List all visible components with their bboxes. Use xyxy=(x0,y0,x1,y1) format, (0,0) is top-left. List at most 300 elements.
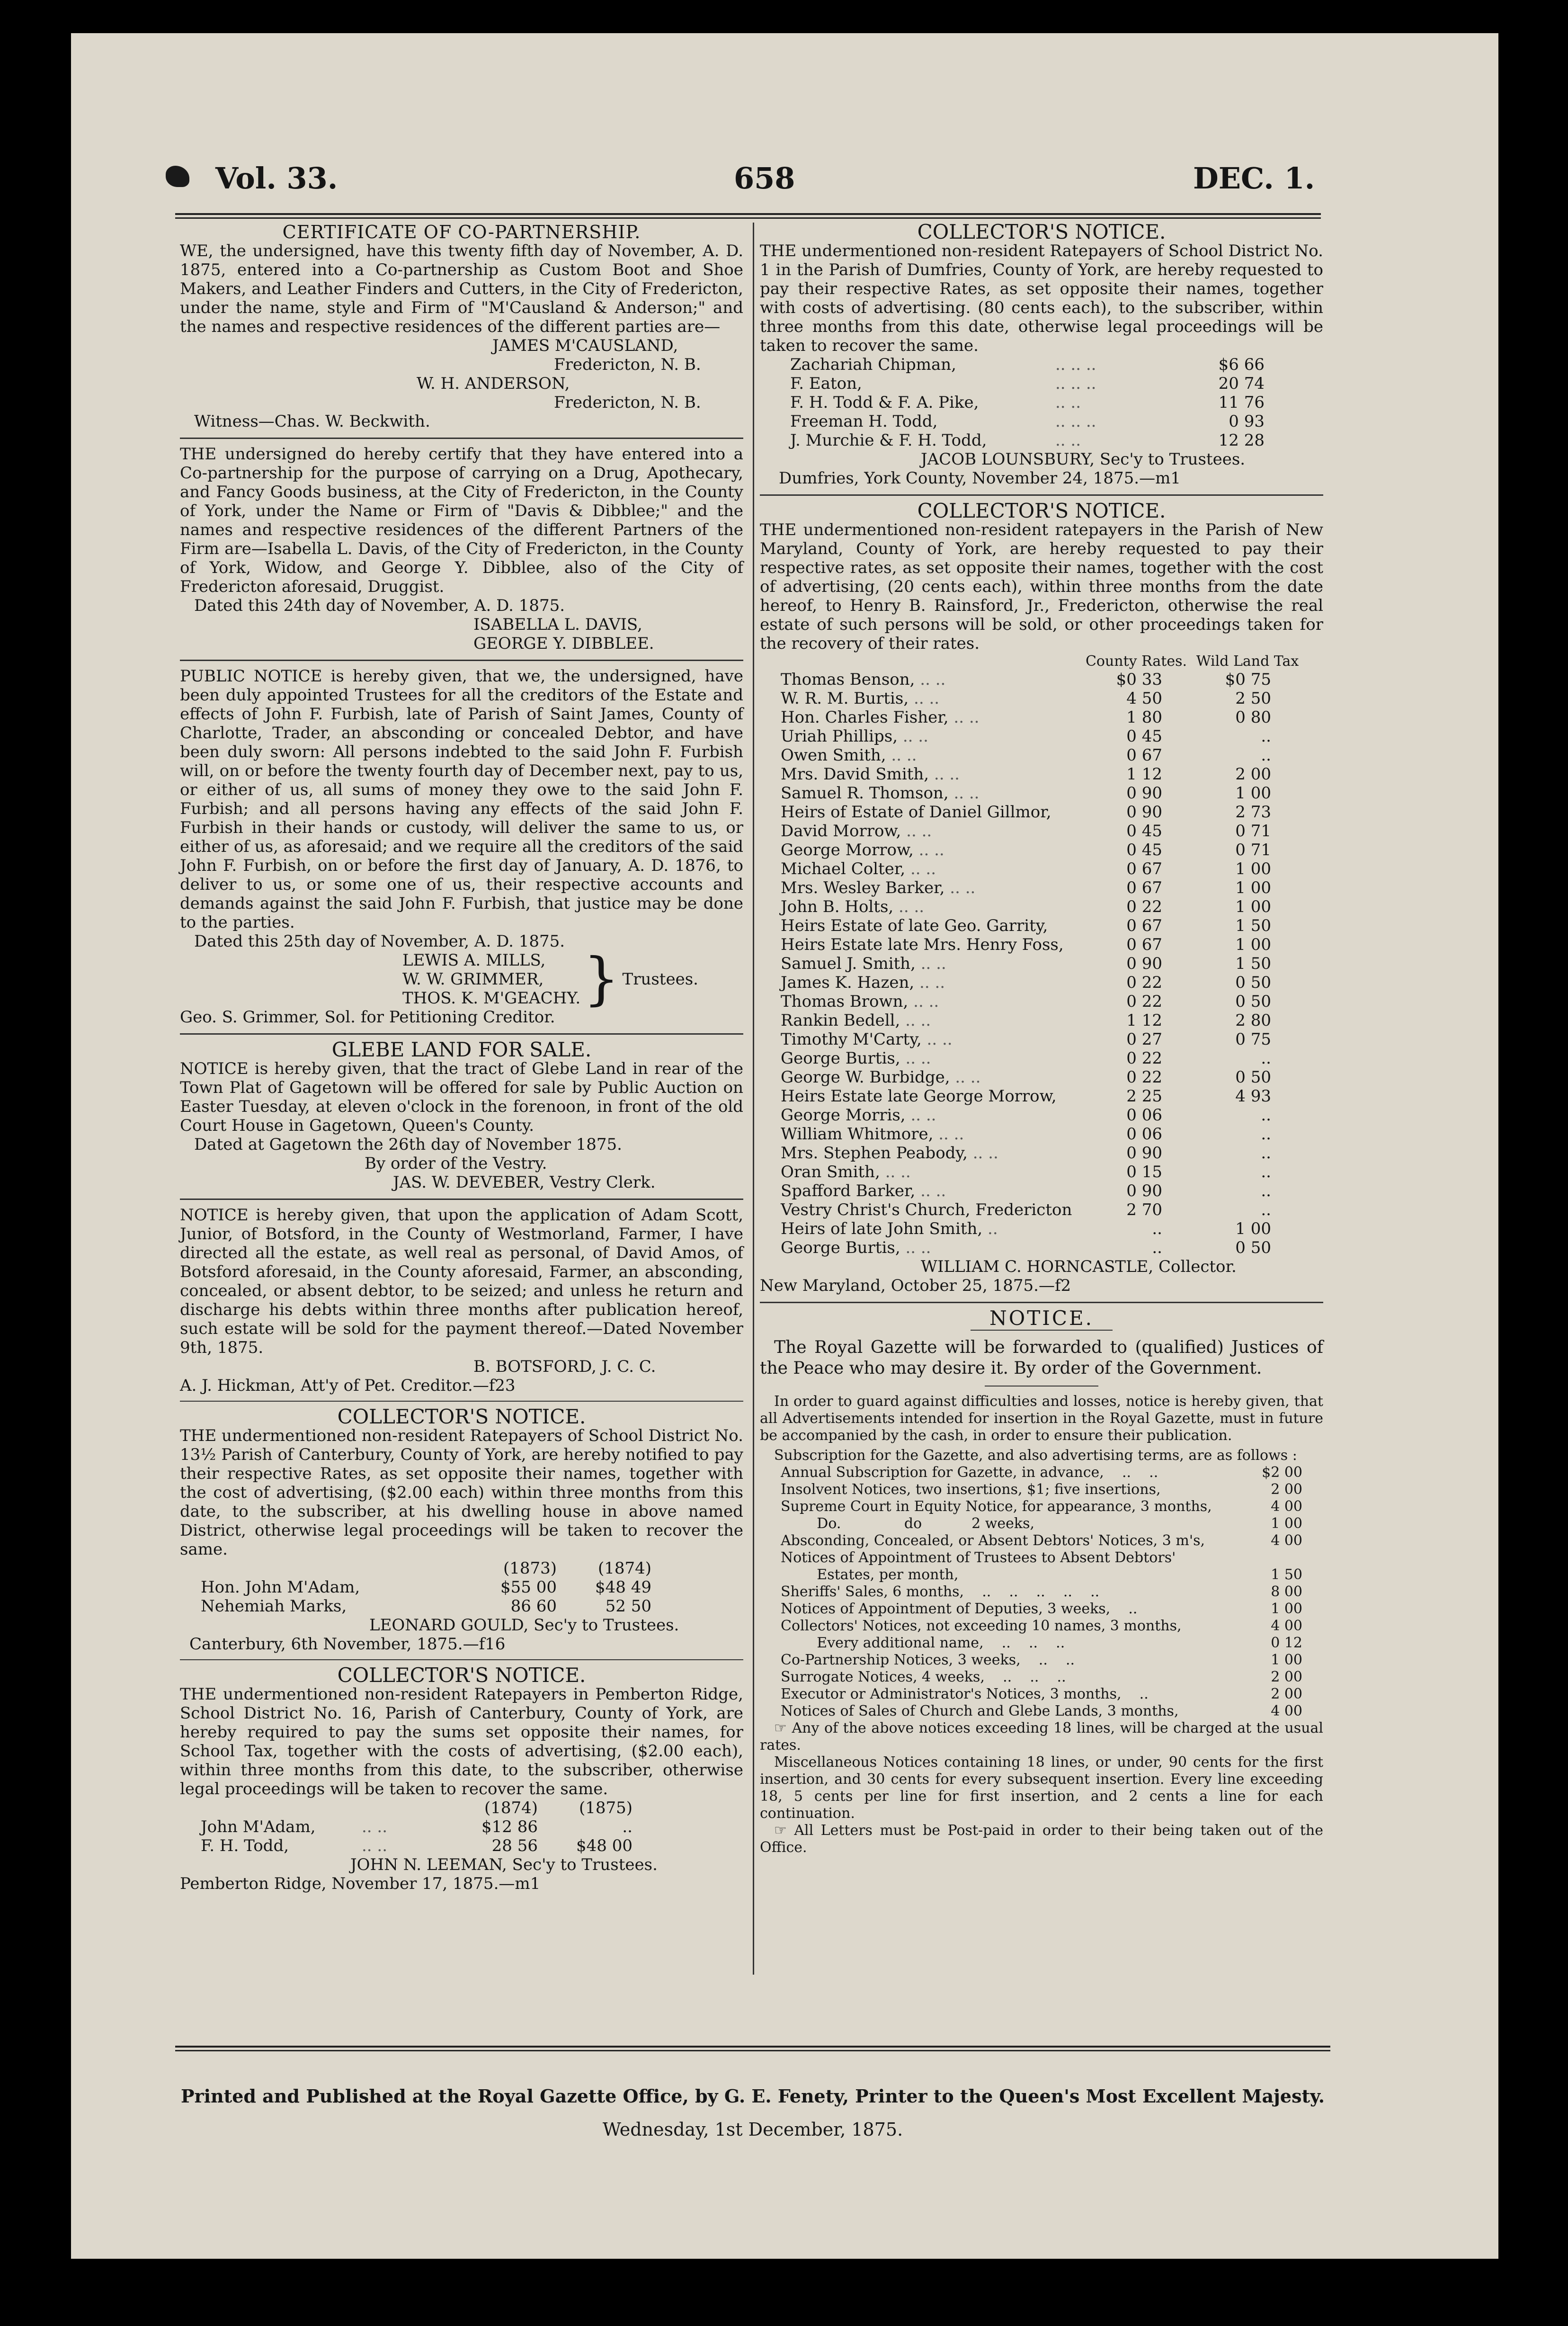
cert-sig1-place: Fredericton, N. B. xyxy=(554,355,701,374)
rate-amount: 2 00 xyxy=(1271,1686,1302,1702)
rates-table xyxy=(779,1464,1304,1720)
leader-dots: .. .. .. xyxy=(1055,412,1096,431)
davis-dibblee-notice xyxy=(180,445,743,653)
rate-amount: 0 12 xyxy=(1271,1635,1302,1651)
separator xyxy=(180,1199,743,1200)
glebe-dated: Dated at Gagetown the 26th day of November 1875. xyxy=(194,1135,622,1154)
table-row xyxy=(779,916,1304,935)
ratepayer-name: John M'Adam, xyxy=(201,1817,316,1836)
table-row xyxy=(199,1597,653,1616)
rate-label: Sheriffs' Sales, 6 months, .. .. .. .. .. xyxy=(781,1583,1100,1600)
table-row xyxy=(779,1464,1304,1481)
rate-value: 11 76 xyxy=(1218,393,1265,412)
county-rate: 0 22 xyxy=(1126,992,1162,1011)
table-row xyxy=(788,355,1266,374)
column-header: (1873) xyxy=(503,1559,557,1578)
trustee-name: THOS. K. M'GEACHY. xyxy=(402,989,581,1008)
table-row xyxy=(779,1618,1304,1635)
davis-body: THE undersigned do hereby certify that they have entered into a Co-partnership for the purpose of carrying on a Drug, Apothecary, and Fancy Goods business, at the City of Fredericton, in the County of York, under the Name or Firm of "Davis & Dibblee;" and the names and respective residences of the different Partners of the Firm are—Isabella L. Davis, of the City of Fredericton, in the County of York, Widow, and George Y. Dibblee, also of the City of Fredericton aforesaid, Druggist. xyxy=(180,445,743,596)
wild-land-tax: .. xyxy=(1261,1200,1271,1219)
table-row xyxy=(788,374,1266,393)
dumfries-dated: Dumfries, York County, November 24, 1875.—m1 xyxy=(779,469,1181,488)
county-rate: 0 45 xyxy=(1126,727,1162,746)
davis-sig2: GEORGE Y. DIBBLEE. xyxy=(473,634,654,653)
county-rate: .. xyxy=(1152,1238,1162,1257)
pemberton-title: COLLECTOR'S NOTICE. xyxy=(337,1664,586,1687)
cert-title: CERTIFICATE OF CO-PARTNERSHIP. xyxy=(282,222,641,242)
public-dated: Dated this 25th day of November, A. D. 1875. xyxy=(194,932,565,951)
ratepayer-name: Heirs of late John Smith, .. xyxy=(781,1219,998,1238)
wild-land-tax: 0 50 xyxy=(1235,1238,1271,1257)
glebe-order: By order of the Vestry. xyxy=(365,1154,547,1173)
footer-date: Wednesday, 1st December, 1875. xyxy=(602,2119,903,2140)
column-header: (1875) xyxy=(579,1798,633,1817)
volume-label: Vol. 33. xyxy=(215,161,338,196)
nm-body: THE undermentioned non-resident ratepayers in the Parish of New Maryland, County of York, are hereby requested to pay their respective rates, as set opposite their names, together with the cost of advertising, (20 cents each), within three months from the date hereof, to Henry B. Rainsford, Jr., Fredericton, otherwise the real estate of such persons will be sold, or other proceedings taken for the recovery of their rates. xyxy=(760,520,1323,653)
notice-letters: ☞ All Letters must be Post-paid in order to their being taken out of the Office. xyxy=(760,1822,1323,1856)
wild-land-tax: .. xyxy=(1261,1163,1271,1181)
wild-land-tax: 1 50 xyxy=(1235,954,1271,973)
county-rate: 0 22 xyxy=(1126,1049,1162,1068)
ratepayer-name: Heirs of Estate of Daniel Gillmor, xyxy=(781,803,1051,822)
separator xyxy=(180,1033,743,1035)
rate-value: 86 60 xyxy=(510,1597,557,1616)
table-row xyxy=(779,992,1304,1011)
issue-date: DEC. 1. xyxy=(1193,161,1315,196)
ratepayer-name: F. H. Todd & F. A. Pike, xyxy=(790,393,979,412)
county-rate: 0 06 xyxy=(1126,1106,1162,1125)
ratepayer-name: George Morrow, .. .. xyxy=(781,841,944,859)
rate-value: .. xyxy=(622,1817,633,1836)
table-row xyxy=(779,1686,1304,1703)
wild-land-tax: 0 71 xyxy=(1235,841,1271,859)
nm-signature: WILLIAM C. HORNCASTLE, Collector. xyxy=(921,1257,1237,1276)
table-row xyxy=(779,822,1304,841)
scott-signature: B. BOTSFORD, J. C. C. xyxy=(473,1357,656,1376)
pemberton-body: THE undermentioned non-resident Ratepayers in Pemberton Ridge, School District No. 16, Parish of Canterbury, County of York, are hereby required to pay the sums set opposite their names, for School Tax, together with the costs of advertising, ($2.00 each), within three months from this date, to the subscriber, otherwise legal proceedings will be taken to recover the same. xyxy=(180,1685,743,1798)
leader-dots: .. .. xyxy=(362,1836,388,1855)
table-row xyxy=(779,1068,1304,1087)
rate-value: 28 56 xyxy=(491,1836,538,1855)
table-row xyxy=(779,1238,1304,1257)
ratepayer-name: Mrs. David Smith, .. .. xyxy=(781,765,960,784)
ratepayer-name: Thomas Brown, .. .. xyxy=(781,992,939,1011)
table-row xyxy=(779,1669,1304,1686)
ratepayer-name: Uriah Phillips, .. .. xyxy=(781,727,928,746)
county-rate: 1 12 xyxy=(1126,765,1162,784)
table-row xyxy=(779,1200,1304,1219)
table-row xyxy=(779,1635,1304,1652)
table-row xyxy=(779,1125,1304,1144)
footer-printed: Printed and Published at the Royal Gazette Office, by G. E. Fenety, Printer to the Queen's Most Excellent Majesty. xyxy=(180,2085,1325,2107)
public-body: PUBLIC NOTICE is hereby given, that we, the undersigned, have been duly appointed Trustees for all the creditors of the Estate and effects of John F. Furbish, late of Parish of Saint James, County of Charlotte, Trader, an absconding or concealed Debtor, and have been duly sworn: All persons indebted to the said John F. Furbish will, on or before the twenty fourth day of December next, pay to us, or either of us, all sums of money they owe to the said John F. Furbish; and all persons having any effects of the said John F. Furbish in their hands or custody, will deliver the same to us, or either of us, as aforesaid; and we require all the creditors of the said John F. Furbish, on or before the first day of January, A. D. 1876, to deliver to us, or some one of us, their respective accounts and demands against the said John F. Furbish, that justice may be done to the parties. xyxy=(180,667,743,932)
wild-land-tax: 2 80 xyxy=(1235,1011,1271,1030)
table-row xyxy=(779,670,1304,689)
ratepayer-name: David Morrow, .. .. xyxy=(781,822,932,841)
ratepayer-name: Spafford Barker, .. .. xyxy=(781,1181,946,1200)
ratepayer-name: Mrs. Stephen Peabody, .. .. xyxy=(781,1144,998,1163)
table-row xyxy=(199,1817,634,1836)
wild-land-tax: .. xyxy=(1261,1049,1271,1068)
wild-land-tax: .. xyxy=(1261,1181,1271,1200)
separator xyxy=(971,1330,1113,1331)
rate-amount: 1 00 xyxy=(1271,1601,1302,1617)
page-number: 658 xyxy=(734,161,795,196)
notice-title: NOTICE. xyxy=(989,1306,1094,1330)
county-rate: 0 90 xyxy=(1126,1144,1162,1163)
pemberton-dated: Pemberton Ridge, November 17, 1875.—m1 xyxy=(180,1874,541,1893)
cert-sig2-name: W. H. ANDERSON, xyxy=(417,374,570,393)
dumfries-body: THE undermentioned non-resident Ratepayers of School District No. 1 in the Parish of Dumfries, County of York, are hereby requested to pay their respective Rates, as set opposite their names, together with costs of advertising. (80 cents each), to the subscriber, within three months from this date, otherwise legal proceedings will be taken to recover the same. xyxy=(760,242,1323,355)
ratepayer-name: Zachariah Chipman, xyxy=(790,355,956,374)
notice-gazette: The Royal Gazette will be forwarded to (qualified) Justices of the Peace who may desire it. By order of the Government. xyxy=(760,1338,1323,1378)
canterbury-collector-notice xyxy=(180,1407,743,1654)
county-rate: 0 27 xyxy=(1126,1030,1162,1049)
scott-attorney: A. J. Hickman, Att'y of Pet. Creditor.—f23 xyxy=(180,1376,516,1395)
nm-title: COLLECTOR'S NOTICE. xyxy=(917,499,1166,522)
table-row xyxy=(779,1515,1304,1532)
rate-amount xyxy=(1243,1549,1304,1566)
wild-land-tax: 0 75 xyxy=(1235,1030,1271,1049)
county-rate: 4 50 xyxy=(1126,689,1162,708)
furbish-public-notice xyxy=(180,667,743,1027)
column-divider xyxy=(753,223,754,1975)
rate-amount: 2 00 xyxy=(1271,1669,1302,1685)
table-row xyxy=(779,1181,1304,1200)
separator xyxy=(985,1386,1098,1387)
leader-dots: .. .. .. xyxy=(1055,355,1096,374)
cert-sig2-place: Fredericton, N. B. xyxy=(554,393,701,412)
county-rate: 0 67 xyxy=(1126,746,1162,765)
ratepayer-name: William Whitmore, .. .. xyxy=(781,1125,964,1144)
new-maryland-collector-notice xyxy=(760,501,1323,1295)
table-row xyxy=(779,1106,1304,1125)
table-row xyxy=(779,1011,1304,1030)
ratepayer-name: George Burtis, .. .. xyxy=(781,1049,931,1068)
canterbury-title: COLLECTOR'S NOTICE. xyxy=(337,1405,586,1428)
table-row xyxy=(779,935,1304,954)
table-row xyxy=(779,1163,1304,1181)
canterbury-dated: Canterbury, 6th November, 1875.—f16 xyxy=(189,1635,506,1654)
table-row xyxy=(779,1030,1304,1049)
ratepayer-name: Freeman H. Todd, xyxy=(790,412,938,431)
ratepayer-name: George W. Burbidge, .. .. xyxy=(781,1068,981,1087)
table-row xyxy=(779,1601,1304,1618)
copartnership-certificate xyxy=(180,223,743,431)
county-rate: 0 15 xyxy=(1126,1163,1162,1181)
rate-label: Co-Partnership Notices, 3 weeks, .. .. xyxy=(781,1652,1075,1668)
rate-amount: $2 00 xyxy=(1262,1464,1302,1481)
cert-sig1-name: JAMES M'CAUSLAND, xyxy=(492,336,678,355)
rate-value: $6 66 xyxy=(1218,355,1265,374)
wild-land-tax: 0 50 xyxy=(1235,992,1271,1011)
cert-witness: Witness—Chas. W. Beckwith. xyxy=(194,412,430,431)
leader-dots: .. .. xyxy=(362,1817,388,1836)
wild-land-tax: 0 50 xyxy=(1235,1068,1271,1087)
separator xyxy=(760,1302,1323,1303)
table-row xyxy=(788,393,1266,412)
wild-land-tax: 1 00 xyxy=(1235,935,1271,954)
separator xyxy=(180,438,743,439)
wild-land-tax: 1 00 xyxy=(1235,1219,1271,1238)
rate-label: Notices of Appointment of Deputies, 3 weeks, .. xyxy=(781,1601,1138,1617)
wild-land-tax: 0 71 xyxy=(1235,822,1271,841)
rate-value: 52 50 xyxy=(605,1597,651,1616)
rate-amount: 4 00 xyxy=(1271,1703,1302,1719)
dumfries-signature: JACOB LOUNSBURY, Sec'y to Trustees. xyxy=(921,450,1246,469)
canterbury-table xyxy=(199,1559,653,1616)
davis-dated: Dated this 24th day of November, A. D. 1875. xyxy=(194,596,565,615)
rate-value: $48 00 xyxy=(576,1836,633,1855)
ratepayer-name: George Morris, .. .. xyxy=(781,1106,936,1125)
pemberton-signature: JOHN N. LEEMAN, Sec'y to Trustees. xyxy=(350,1855,658,1874)
county-rate: 1 80 xyxy=(1126,708,1162,727)
column-header: Wild Land Tax xyxy=(1196,653,1299,670)
rate-value: $55 00 xyxy=(500,1578,557,1597)
dumfries-title: COLLECTOR'S NOTICE. xyxy=(917,220,1166,243)
county-rate: 0 90 xyxy=(1126,1181,1162,1200)
rate-label: Annual Subscription for Gazette, in advance, .. .. xyxy=(781,1464,1158,1481)
separator xyxy=(180,1659,743,1660)
table-row xyxy=(779,954,1304,973)
ratepayer-name: Nehemiah Marks, xyxy=(201,1597,347,1616)
nm-table xyxy=(779,653,1304,1257)
rate-label: Executor or Administrator's Notices, 3 months, .. xyxy=(781,1686,1149,1702)
table-row xyxy=(779,746,1304,765)
scott-amos-notice xyxy=(180,1206,743,1395)
ratepayer-name: Hon. John M'Adam, xyxy=(201,1578,360,1597)
table-row xyxy=(779,803,1304,822)
ratepayer-name: F. Eaton, xyxy=(790,374,862,393)
column-header: County Rates. xyxy=(1085,653,1187,670)
ratepayer-name: Mrs. Wesley Barker, .. .. xyxy=(781,878,976,897)
county-rate: .. xyxy=(1152,1219,1162,1238)
canterbury-body: THE undermentioned non-resident Ratepayers of School District No. 13½ Parish of Canterbury, County of York, are hereby notified to pay their respective Rates, as set opposite their names, together with the cost of advertising, ($2.00 each) within three months from this date, to the subscriber, at his dwelling house in above named District, otherwise legal proceedings will be taken to recover the same. xyxy=(180,1426,743,1559)
leader-dots: .. .. .. xyxy=(1055,374,1096,393)
rate-value: 20 74 xyxy=(1218,374,1265,393)
county-rate: $0 33 xyxy=(1116,670,1162,689)
wild-land-tax: 0 80 xyxy=(1235,708,1271,727)
table-header xyxy=(199,1559,653,1578)
rate-amount: 1 00 xyxy=(1271,1515,1302,1532)
table-row xyxy=(779,1703,1304,1720)
ratepayer-name: Rankin Bedell, .. .. xyxy=(781,1011,931,1030)
county-rate: 0 90 xyxy=(1126,784,1162,803)
pemberton-collector-notice xyxy=(180,1666,743,1893)
rate-amount: 4 00 xyxy=(1271,1618,1302,1634)
county-rate: 0 67 xyxy=(1126,878,1162,897)
ratepayer-name: W. R. M. Burtis, .. .. xyxy=(781,689,940,708)
ratepayer-name: Heirs Estate of late Geo. Garrity, xyxy=(781,916,1048,935)
table-row xyxy=(199,1836,634,1855)
column-header: (1874) xyxy=(484,1798,538,1817)
leader-dots: .. .. xyxy=(1055,431,1081,450)
glebe-signature: JAS. W. DEVEBER, Vestry Clerk. xyxy=(393,1173,656,1192)
scott-body: NOTICE is hereby given, that upon the application of Adam Scott, Junior, of Botsford, in the County of Westmorland, Farmer, I have directed all the estate, as well real as personal, of David Amos, of Botsford aforesaid, in the County aforesaid, Farmer, an absconding, concealed, or absent debtor, to be seized; and unless he return and discharge his debts within three months after publication hereof, such estate will be sold for the payment thereof.—Dated November 9th, 1875. xyxy=(180,1206,743,1357)
wild-land-tax: 1 50 xyxy=(1235,916,1271,935)
left-column xyxy=(180,223,743,1893)
glebe-body: NOTICE is hereby given, that the tract of Glebe Land in rear of the Town Plat of Gagetown will be offered for sale by Public Auction on Easter Tuesday, at eleven o'clock in the forenoon, in front of the old Court House in Gagetown, Queen's County. xyxy=(180,1059,743,1135)
rate-amount: 1 00 xyxy=(1271,1652,1302,1668)
wild-land-tax: .. xyxy=(1261,746,1271,765)
rate-value: 0 93 xyxy=(1229,412,1265,431)
table-row xyxy=(779,841,1304,859)
cert-body: WE, the undersigned, have this twenty fifth day of November, A. D. 1875, entered into a Co-partnership as Custom Boot and Shoe Makers, and Leather Finders and Cutters, in the City of Fredericton, under the name, style and Firm of "M'Causland & Anderson;" and the names and respective residences of the different parties are— xyxy=(180,242,743,336)
county-rate: 2 25 xyxy=(1126,1087,1162,1106)
table-row xyxy=(779,1652,1304,1669)
trustee-name: LEWIS A. MILLS, xyxy=(402,951,546,970)
rate-label: Every additional name, .. .. .. xyxy=(781,1635,1065,1651)
wild-land-tax: .. xyxy=(1261,727,1271,746)
wild-land-tax: $0 75 xyxy=(1225,670,1271,689)
notice-misc: Miscellaneous Notices containing 18 lines, or under, 90 cents for the first insertion, and 30 cents for every subsequent insertion. Every line exceeding 18, 5 cents per line for first insertion, and 2 cents a line for each continuation. xyxy=(760,1754,1323,1822)
rate-label: Do. do 2 weeks, xyxy=(781,1515,1035,1532)
county-rate: 2 70 xyxy=(1126,1200,1162,1219)
trustees-label: Trustees. xyxy=(622,970,698,989)
ratepayer-name: Heirs Estate late George Morrow, xyxy=(781,1087,1057,1106)
footer-rule xyxy=(175,2046,1330,2051)
table-row xyxy=(779,973,1304,992)
county-rate: 0 22 xyxy=(1126,897,1162,916)
table-row xyxy=(779,1219,1304,1238)
rate-label: Supreme Court in Equity Notice, for appearance, 3 months, xyxy=(781,1498,1212,1515)
table-row xyxy=(779,689,1304,708)
rate-amount: 2 00 xyxy=(1271,1481,1302,1498)
pemberton-table xyxy=(199,1798,634,1855)
table-row xyxy=(779,1566,1304,1583)
rate-label: Insolvent Notices, two insertions, $1; five insertions, xyxy=(781,1481,1161,1498)
public-solicitor: Geo. S. Grimmer, Sol. for Petitioning Creditor. xyxy=(180,1008,555,1027)
column-header: (1874) xyxy=(597,1559,651,1578)
table-header xyxy=(779,653,1304,670)
wild-land-tax: 1 00 xyxy=(1235,878,1271,897)
table-row xyxy=(779,1087,1304,1106)
table-header xyxy=(199,1798,634,1817)
wild-land-tax: 1 00 xyxy=(1235,859,1271,878)
notice-guard: In order to guard against difficulties and losses, notice is hereby given, that all Advertisements intended for insertion in the Royal Gazette, must in future be accompanied by the cash, in order to ensure their publication. xyxy=(760,1393,1323,1444)
trustee-name: W. W. GRIMMER, xyxy=(402,970,544,989)
wild-land-tax: 0 50 xyxy=(1235,973,1271,992)
wild-land-tax: 2 00 xyxy=(1235,765,1271,784)
county-rate: 0 67 xyxy=(1126,859,1162,878)
ratepayer-name: James K. Hazen, .. .. xyxy=(781,973,945,992)
wild-land-tax: .. xyxy=(1261,1144,1271,1163)
nm-dated: New Maryland, October 25, 1875.—f2 xyxy=(760,1276,1071,1295)
table-row xyxy=(779,1498,1304,1515)
county-rate: 0 67 xyxy=(1126,916,1162,935)
rate-label: Collectors' Notices, not exceeding 10 names, 3 months, xyxy=(781,1618,1182,1634)
rate-label: Estates, per month, xyxy=(781,1566,959,1583)
table-row xyxy=(788,431,1266,450)
leader-dots: .. .. xyxy=(1055,393,1081,412)
table-row xyxy=(779,1049,1304,1068)
rate-label: Absconding, Concealed, or Absent Debtors' Notices, 3 m's, xyxy=(781,1532,1205,1549)
table-row xyxy=(779,765,1304,784)
table-row xyxy=(779,1549,1304,1566)
table-row xyxy=(779,1583,1304,1601)
wild-land-tax: 2 50 xyxy=(1235,689,1271,708)
ratepayer-name: Oran Smith, .. .. xyxy=(781,1163,911,1181)
ratepayer-name: Timothy M'Carty, .. .. xyxy=(781,1030,953,1049)
rate-label: Surrogate Notices, 4 weeks, .. .. .. xyxy=(781,1669,1066,1685)
table-row xyxy=(779,1481,1304,1498)
glebe-title: GLEBE LAND FOR SALE. xyxy=(331,1038,592,1061)
separator xyxy=(180,1401,743,1402)
header-rule xyxy=(175,213,1321,219)
county-rate: 0 90 xyxy=(1126,954,1162,973)
table-row xyxy=(779,1532,1304,1549)
table-row xyxy=(779,1144,1304,1163)
ratepayer-name: George Burtis, .. .. xyxy=(781,1238,931,1257)
ratepayer-name: Samuel J. Smith, .. .. xyxy=(781,954,946,973)
notice-extra: ☞ Any of the above notices exceeding 18 lines, will be charged at the usual rates. xyxy=(760,1720,1323,1753)
rate-amount: 8 00 xyxy=(1271,1583,1302,1600)
separator xyxy=(180,660,743,661)
county-rate: 0 45 xyxy=(1126,822,1162,841)
county-rate: 0 45 xyxy=(1126,841,1162,859)
wild-land-tax: 1 00 xyxy=(1235,784,1271,803)
gazette-notice xyxy=(760,1306,1323,1856)
ratepayer-name: Michael Colter, .. .. xyxy=(781,859,936,878)
ratepayer-name: Thomas Benson, .. .. xyxy=(781,670,946,689)
table-row xyxy=(199,1578,653,1597)
rate-amount: 4 00 xyxy=(1271,1532,1302,1549)
ratepayer-name: Hon. Charles Fisher, .. .. xyxy=(781,708,980,727)
dumfries-table xyxy=(788,355,1266,450)
ratepayer-name: John B. Holts, .. .. xyxy=(781,897,925,916)
rate-value: $48 49 xyxy=(595,1578,651,1597)
wild-land-tax: .. xyxy=(1261,1125,1271,1144)
brace-icon: } xyxy=(583,946,620,1012)
rate-value: 12 28 xyxy=(1218,431,1265,450)
glebe-land-notice xyxy=(180,1040,743,1192)
wild-land-tax: 4 93 xyxy=(1235,1087,1271,1106)
trustees-block xyxy=(180,946,743,1012)
rate-label: Notices of Appointment of Trustees to Absent Debtors' xyxy=(781,1549,1176,1566)
rate-label: Notices of Sales of Church and Glebe Lands, 3 months, xyxy=(781,1703,1179,1719)
rate-amount: 1 50 xyxy=(1271,1566,1302,1583)
county-rate: 0 67 xyxy=(1126,935,1162,954)
ratepayer-name: Samuel R. Thomson, .. .. xyxy=(781,784,980,803)
ratepayer-name: Heirs Estate late Mrs. Henry Foss, xyxy=(781,935,1064,954)
rate-amount: 4 00 xyxy=(1271,1498,1302,1515)
dumfries-collector-notice xyxy=(760,220,1323,488)
table-row xyxy=(779,897,1304,916)
county-rate: 1 12 xyxy=(1126,1011,1162,1030)
separator xyxy=(760,494,1323,496)
table-row xyxy=(779,878,1304,897)
county-rate: 0 06 xyxy=(1126,1125,1162,1144)
canterbury-signature: LEONARD GOULD, Sec'y to Trustees. xyxy=(369,1616,679,1635)
wild-land-tax: 1 00 xyxy=(1235,897,1271,916)
county-rate: 0 22 xyxy=(1126,973,1162,992)
ratepayer-name: J. Murchie & F. H. Todd, xyxy=(790,431,987,450)
table-row xyxy=(779,727,1304,746)
table-row xyxy=(788,412,1266,431)
davis-sig1: ISABELLA L. DAVIS, xyxy=(473,615,642,634)
rate-value: $12 86 xyxy=(481,1817,538,1836)
wild-land-tax: 2 73 xyxy=(1235,803,1271,822)
county-rate: 0 22 xyxy=(1126,1068,1162,1087)
table-row xyxy=(779,784,1304,803)
right-column xyxy=(760,220,1323,1856)
ratepayer-name: F. H. Todd, xyxy=(201,1836,289,1855)
notice-subscription: Subscription for the Gazette, and also advertising terms, are as follows : xyxy=(774,1447,1297,1464)
wild-land-tax: .. xyxy=(1261,1106,1271,1125)
ratepayer-name: Owen Smith, .. .. xyxy=(781,746,917,765)
table-row xyxy=(779,708,1304,727)
ratepayer-name: Vestry Christ's Church, Fredericton xyxy=(781,1200,1072,1219)
